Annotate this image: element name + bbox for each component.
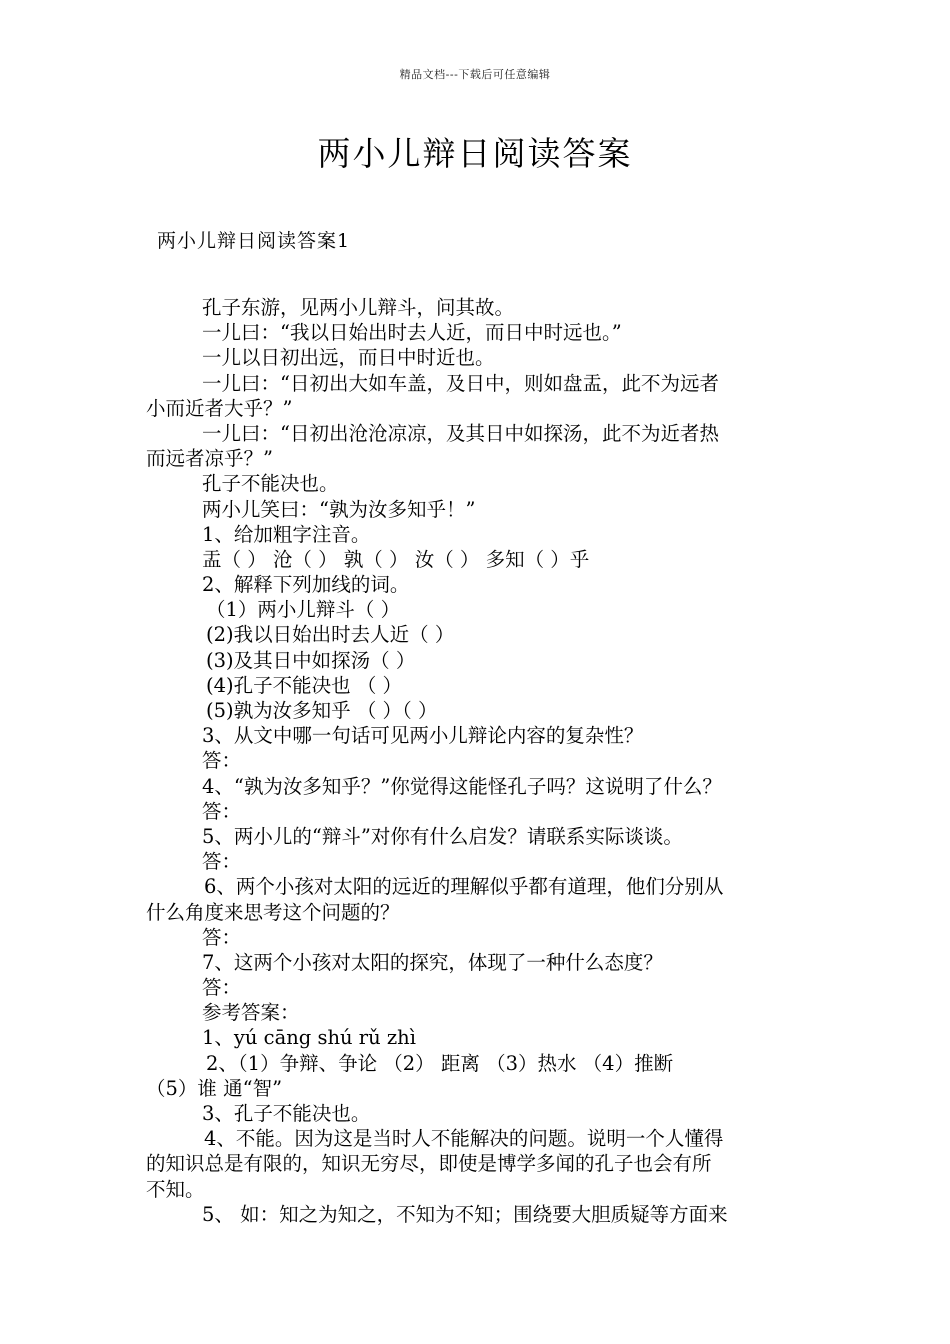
text-line: 3、从文中哪一句话可见两小儿辩论内容的复杂性？ [202, 724, 644, 748]
text-line: 3、孔子不能决也。 [202, 1102, 371, 1125]
text-line: 1、给加粗字注音。 [202, 522, 371, 546]
text-line: 答： [202, 976, 242, 1000]
text-line: 答： [202, 850, 242, 874]
text-line: 答： [202, 925, 242, 949]
text-line: 而远者凉乎？” [146, 447, 273, 471]
text-line: 一儿曰：“日初出大如车盖，及日中，则如盘盂，此不为远者 [202, 371, 719, 395]
text-line: 孔子不能决也。 [202, 472, 339, 496]
text-line: 5、两小儿的“辩斗”对你有什么启发？请联系实际谈谈。 [202, 824, 683, 848]
text-line: 6、两个小孩对太阳的远近的理解似乎都有道理，他们分别从 [204, 875, 724, 899]
text-line: 小而近者大乎？” [146, 396, 293, 420]
text-line: 参考答案： [202, 1001, 300, 1025]
text-line: 两小儿笑曰：“孰为汝多知乎！” [202, 497, 476, 521]
text-line: 孔子东游，见两小儿辩斗，问其故。 [202, 296, 515, 319]
text-line: （5）谁 通“智” [146, 1076, 283, 1100]
text-line: 4、“孰为汝多知乎？”你觉得这能怪孔子吗？这说明了什么？ [202, 774, 722, 798]
text-line: (3)及其日中如探汤（ ） [206, 648, 416, 672]
header-note: 精品文档---下载后可任意编辑 [399, 68, 551, 81]
text-line: 7、这两个小孩对太阳的探究，体现了一种什么态度？ [202, 950, 663, 974]
text-line: 一儿曰：“日初出沧沧凉凉，及其日中如探汤，此不为近者热 [202, 421, 719, 445]
text-line: 1、yú cāng shú rǔ zhì [202, 1026, 416, 1050]
text-line: 的知识总是有限的，知识无穷尽，即使是博学多闻的孔子也会有所 [146, 1152, 712, 1176]
text-line: 盂（ ） 沧（ ） 孰（ ） 汝（ ） 多知（ ）乎 [202, 547, 590, 571]
text-line: 2、（1）争辩、争论 （2） 距离 （3）热水 （4）推断 [206, 1051, 674, 1075]
text-line: 一儿以日初出远，而日中时近也。 [202, 346, 495, 370]
text-line: 答： [202, 749, 242, 773]
text-line: (2)我以日始出时去人近（ ） [206, 623, 455, 647]
section-heading: 两小儿辩日阅读答案1 [157, 230, 351, 252]
text-line: 答： [202, 799, 242, 823]
text-line: (4)孔子不能决也 （ ） [206, 673, 403, 697]
text-line: （1）两小儿辩斗（ ） [206, 598, 401, 622]
text-line: 一儿曰：“我以日始出时去人近，而日中时远也。” [202, 321, 622, 345]
text-line: 5、 如：知之为知之，不知为不知；围绕要大胆质疑等方面来 [202, 1202, 728, 1226]
text-line: 什么角度来思考这个问题的？ [146, 900, 400, 924]
text-line: 不知。 [146, 1177, 205, 1201]
text-line: (5)孰为汝多知乎 （ ）（ ） [206, 699, 438, 722]
text-line: 2、解释下列加线的词。 [202, 573, 410, 597]
document-title: 两小儿辩日阅读答案 [317, 134, 633, 173]
body-text [146, 295, 810, 1227]
text-line: 4、不能。因为这是当时人不能解决的问题。说明一个人懂得 [204, 1127, 724, 1151]
